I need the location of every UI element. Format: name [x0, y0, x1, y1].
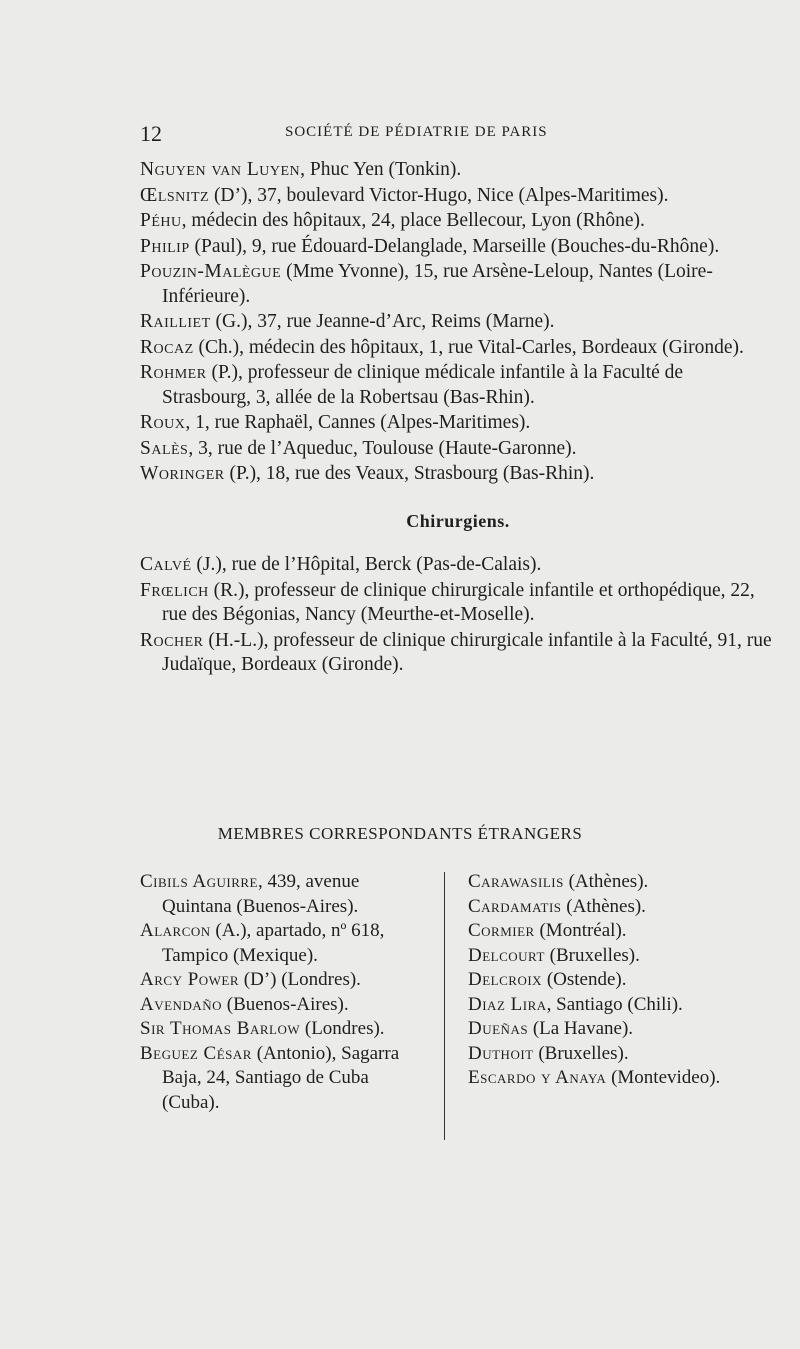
member-name: Escardo y Anaya [468, 1067, 607, 1088]
member-name: Œlsnitz [140, 184, 210, 206]
list-item [140, 411, 776, 436]
list-item [468, 1017, 790, 1042]
member-name: Delcroix [468, 969, 543, 990]
list-item [140, 579, 776, 628]
list-item [140, 1042, 425, 1116]
member-name: Philip [140, 235, 190, 257]
member-name: Cibils Aguirre [140, 871, 258, 892]
member-details: (Ostende). [542, 969, 627, 990]
member-details: , 3, rue de l’Aqueduc, Toulouse (Haute-Garonne). [188, 437, 577, 459]
list-item [468, 919, 790, 944]
list-item [140, 870, 425, 919]
list-item [140, 158, 776, 183]
list-item [468, 895, 790, 920]
member-details: (P.), professeur de clinique médicale infantile à la Faculté de Strasbourg, 3, allée de la Robertsau (Bas-Rhin). [162, 362, 684, 408]
list-item [140, 235, 776, 260]
member-details: , 1, rue Raphaël, Cannes (Alpes-Maritimes). [185, 412, 531, 433]
list-item [140, 209, 776, 234]
member-details: (R.), professeur de clinique chirurgicale infantile et orthopédique, 22, rue des Bégonias, Nancy (Meurthe-et-Moselle). [162, 579, 755, 625]
member-name: Rohmer [140, 362, 207, 383]
list-item [468, 1042, 790, 1067]
member-details: (Bruxelles). [544, 944, 640, 966]
member-name: Avendaño [140, 993, 222, 1015]
member-details: (D’) (Londres). [239, 969, 361, 990]
member-name: Alarcon [140, 920, 211, 941]
member-name: Péhu [140, 210, 182, 231]
running-head: SOCIÉTÉ DE PÉDIATRIE DE PARIS [285, 124, 548, 140]
member-name: Roux [140, 412, 186, 433]
member-name: Diaz Lira [468, 993, 547, 1015]
list-item [468, 993, 790, 1018]
member-name: Beguez César [140, 1042, 252, 1064]
member-details: (H.-L.), professeur de clinique chirurgicale infantile à la Faculté, 91, rue Judaïque, Bordeaux (Gironde). [162, 629, 772, 675]
page-number: 12 [140, 121, 162, 146]
member-details: (A.), apartado, nº 618, Tampico (Mexique). [162, 920, 385, 966]
member-details: (Antonio), Sagarra Baja, 24, Santiago de Cuba (Cuba). [162, 1042, 400, 1113]
member-details: (Montréal). [534, 920, 627, 941]
list-item [140, 553, 776, 578]
member-name: Pouzin-Malègue [140, 261, 282, 282]
member-name: Cormier [468, 920, 535, 941]
member-details: (Athènes). [561, 895, 646, 917]
member-name: Nguyen van Luyen [140, 159, 301, 180]
list-item [140, 629, 776, 678]
member-details: (Ch.), médecin des hôpitaux, 1, rue Vital-Carles, Bordeaux (Gironde). [193, 336, 744, 358]
list-item [468, 1066, 790, 1091]
member-name: Cardamatis [468, 895, 562, 917]
member-details: (Londres). [300, 1018, 385, 1039]
member-details: , Phuc Yen (Tonkin). [300, 159, 462, 180]
list-item [140, 919, 425, 968]
member-name: Calvé [140, 554, 192, 575]
member-name: Delcourt [468, 944, 545, 966]
corresponding-right-column [468, 870, 790, 1091]
member-details: , 439, avenue Quintana (Buenos-Aires). [162, 871, 360, 917]
member-name: Frœlich [140, 579, 209, 601]
list-item [468, 870, 790, 895]
section-heading-surgeons: Chirurgiens. [406, 510, 510, 531]
list-item [140, 1017, 425, 1042]
member-details: (P.), 18, rue des Veaux, Strasbourg (Bas-Rhin). [224, 463, 595, 484]
member-name: Woringer [140, 463, 225, 484]
list-item [140, 336, 776, 361]
member-name: Sir Thomas Barlow [140, 1018, 301, 1039]
list-item [140, 361, 776, 410]
member-details: (J.), rue de l’Hôpital, Berck (Pas-de-Calais). [191, 554, 542, 575]
section-heading-corresponding: MEMBRES CORRESPONDANTS ÉTRANGERS [217, 824, 583, 843]
member-name: Rocaz [140, 336, 194, 358]
member-details: (Mme Yvonne), 15, rue Arsène-Leloup, Nantes (Loire-Inférieure). [162, 261, 713, 307]
member-details: , Santiago (Chili). [546, 993, 683, 1015]
list-item [140, 310, 776, 335]
list-item [468, 968, 790, 993]
member-name: Rocher [140, 629, 204, 651]
surgeon-list [140, 553, 776, 678]
member-details: (Paul), 9, rue Édouard-Delanglade, Marseille (Bouches-du-Rhône). [189, 235, 720, 257]
member-name: Dueñas [468, 1018, 529, 1039]
corresponding-left-column [140, 870, 425, 1115]
member-details: (Athènes). [563, 871, 649, 892]
member-details: , médecin des hôpitaux, 24, place Bellecour, Lyon (Rhône). [181, 210, 645, 231]
list-item [140, 993, 425, 1018]
column-divider [444, 872, 445, 1140]
member-details: (La Havane). [528, 1018, 634, 1039]
member-details: (D’), 37, boulevard Victor-Hugo, Nice (Alpes-Maritimes). [209, 184, 669, 206]
member-details: (Montevideo). [606, 1067, 721, 1088]
list-item [140, 462, 776, 487]
list-item [140, 184, 776, 209]
list-item [140, 968, 425, 993]
member-list [140, 158, 776, 679]
member-details: (Buenos-Aires). [222, 993, 349, 1015]
member-details: (Bruxelles). [533, 1042, 629, 1064]
member-name: Salès [140, 437, 189, 459]
member-details: (G.), 37, rue Jeanne-d’Arc, Reims (Marne). [210, 311, 555, 332]
member-name: Duthoit [468, 1042, 534, 1064]
list-item [140, 260, 776, 309]
member-name: Railliet [140, 311, 211, 332]
list-item [140, 437, 776, 462]
member-name: Arcy Power [140, 969, 240, 990]
list-item [468, 944, 790, 969]
member-name: Carawasilis [468, 871, 564, 892]
